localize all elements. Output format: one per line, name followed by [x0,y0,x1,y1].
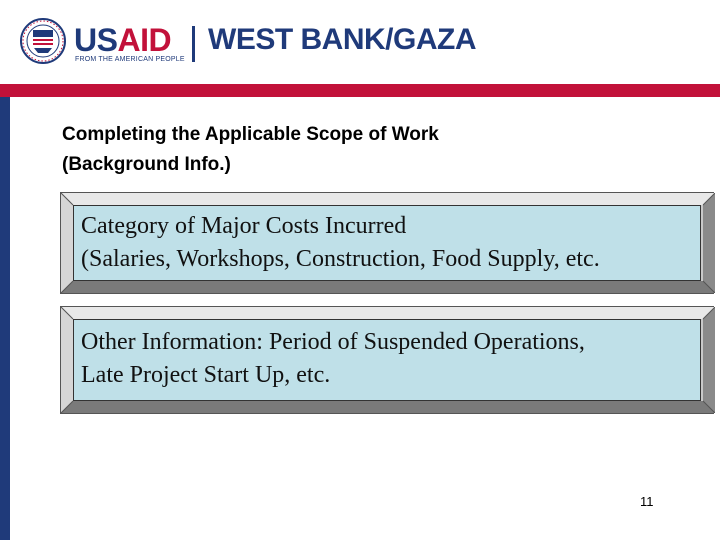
red-header-bar [0,84,720,97]
logo-text [74,22,171,58]
logo-aid: AID [117,22,172,58]
logo-tagline: FROM THE AMERICAN PEOPLE [75,56,185,63]
other-information-box [60,306,714,414]
logo-us: US [74,22,118,58]
box2-line2: Late Project Start Up, etc. [81,362,331,388]
costs-category-box [60,192,714,294]
slide-title [62,120,662,180]
region-title: WEST BANK/GAZA [208,23,476,56]
navy-side-bar [0,97,10,540]
box1-line1: Category of Major Costs Incurred [81,213,407,239]
other-information-text [81,326,703,392]
box1-line2: (Salaries, Workshops, Construction, Food Supply, etc. [81,246,600,272]
header-divider [192,26,195,62]
header-banner [0,0,720,84]
slide-title-line2: (Background Info.) [62,154,231,175]
page-number: 11 [640,494,654,509]
box2-line1: Other Information: Period of Suspended Operations, [81,329,585,355]
costs-category-text [81,210,703,276]
slide-title-line1: Completing the Applicable Scope of Work [62,124,439,145]
usaid-seal-icon [20,18,66,64]
